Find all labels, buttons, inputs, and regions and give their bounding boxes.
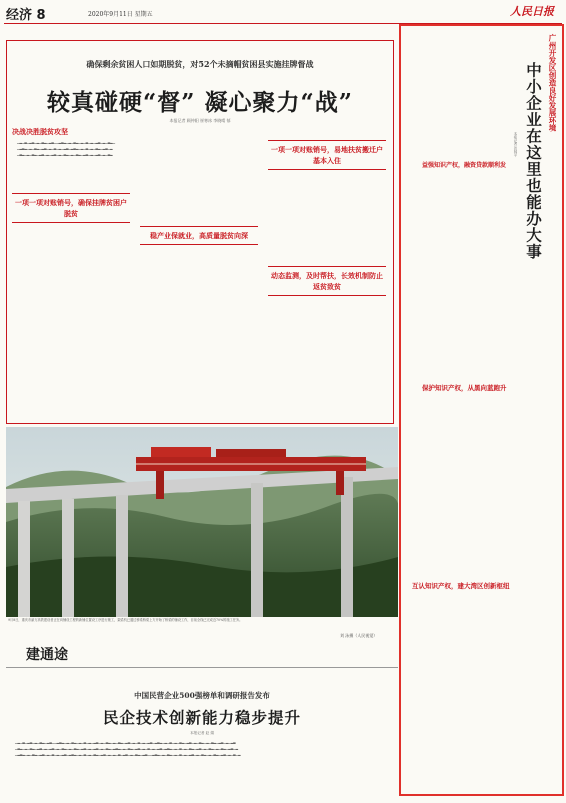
top-article-box-4: 动态监测，及时帮扶，长效机制防止返贫致贫 — [268, 266, 386, 296]
photo-caption: 9月8日，重庆市渝万高铁建设者正在向铺设工程的新铺位置设工序进行施工，架梁机已通过桥梁桥梁上方开始了桥梁的铺设工作，目前全线已完成近70%的施工任务。 — [8, 618, 243, 622]
issue-date: 2020年9月11日 星期五 — [88, 11, 153, 18]
photo-illustration — [6, 427, 398, 617]
right-article-byline: 本报记者 贺林平 — [513, 132, 517, 157]
photo-headline: 建通途 — [26, 647, 68, 663]
bottom-article-kicker: 中国民营企业500强榜单和调研报告发布 — [134, 691, 270, 700]
right-article-subhead-1: 益强知识产权，融资贷款顺利发 — [422, 162, 507, 169]
top-article-headline[interactable]: 较真碰硬“督” 凝心聚力“战” — [47, 89, 353, 116]
top-article-column-1: ▁▂▁▃▁▂▃▁▂▁▃▂▁▂▃▁▁▂▃▂▁▂▁▃▂▁▂▁▃▁▂▁▂▃▁▂▁▃▂▁ ▁▂▃▂▁▂▁▃▂▁▂▃▁▂▁▃▁▂▁▂▃▁▂▃▂▁▂▁▃▁▂▁▃▂▁▂▃▁▂ ▁▃▂▁▂▁▃▂▁▂▃▁▂▁▂▃▁▂▁▃▂▁▂▁▃▂▁▂▃▁▂▁▂▃▁▂▁▃▂ — [17, 140, 116, 157]
bridge-construction-photo — [6, 427, 398, 617]
bottom-article-rule — [6, 667, 398, 668]
top-article-box-1: 一项一项对账销号，确保挂牌贫困户脱贫 — [12, 193, 130, 223]
top-article-box-2: 稳产业保就业，高质量脱贫向深 — [140, 226, 258, 245]
masthead — [0, 0, 566, 24]
top-article-box-3: 一项一项对账销号，易地扶贫搬迁户基本入住 — [268, 140, 386, 170]
bottom-article-headline[interactable]: 民企技术创新能力稳步提升 — [102, 708, 301, 727]
right-article-kicker: 广州开发区创造良好发展环境 — [548, 34, 557, 132]
right-article-subhead-2: 保护知识产权，从黑向蓝跑升 — [422, 384, 507, 392]
right-article-headline[interactable]: 中小企业在这里也能办大事 — [524, 62, 543, 260]
bottom-article-byline: 本报记者 赵 娟 — [190, 731, 214, 735]
bottom-article-body: ▁▂▁▃▁▂▃▁▂▁▃▂▁▂▃▁▁▂▃▂▁▂▁▃▂▁▂▁▃▁▂▁▂▃▁▂▁▃▂▁▂▁▃▂▁▂▃▁▂▁▃▁▂▁▂▃▁▂▃▂▁▂▁▃▁▂▁▃▂▁▂▃▁▂▁▃▂▁▂▁▃▂▁▂▃▁▂▁▂▃ ▁▃▂▁▂▁▃▂▁▂▃▁▂▁▂▃▁▂▁▃▂▁▂▁▃▂▁▂▃▁▂▁▂▃▁▂▁▃▂▁▂▃▂▁▂▁▃▂▁▂▃▁▂▁▃▁▂▁▂▃▁▂▃▂▁▂▁▃▁▂▁▃▂▁▂▃▁▂▁▃▂▁▂▁▃▂▁▂▃▁▂ ▁▂▃▂▁▂▁▃▂▁▂▃▁▂▁▃▁▂▁▂▃▁▂▃▂▁▂▁▃▁▂▁▃▂▁▂▃▁▂▁▂▁▃▁▂▃▁▂▁▃▂▁▂▃▁▁▂▃▂▁▂▁▃▂▁▂▁▃▁▂▁▂▃▁▂▁▃▂▁▂▁▃▂▁▂▃▁▂▁▃▁▂ — [15, 740, 241, 757]
newspaper-logo: 人民日报 — [510, 5, 554, 18]
top-article-byline: 本报记者 顾仲阳 崔寒冰 李晓晴 郁 — [169, 118, 231, 123]
right-article-subhead-3: 互认知识产权，建大湾区创新枢纽 — [412, 582, 510, 590]
top-article-kicker: 确保剩余贫困人口如期脱贫，对52个未摘帽贫困县实施挂牌督战 — [86, 59, 314, 69]
section-label: 经济 8 — [6, 8, 46, 23]
top-article-subhead: 决战决胜脱贫攻坚 — [12, 128, 68, 136]
photo-credit: 刘 泳摄（人民视觉） — [340, 633, 378, 638]
